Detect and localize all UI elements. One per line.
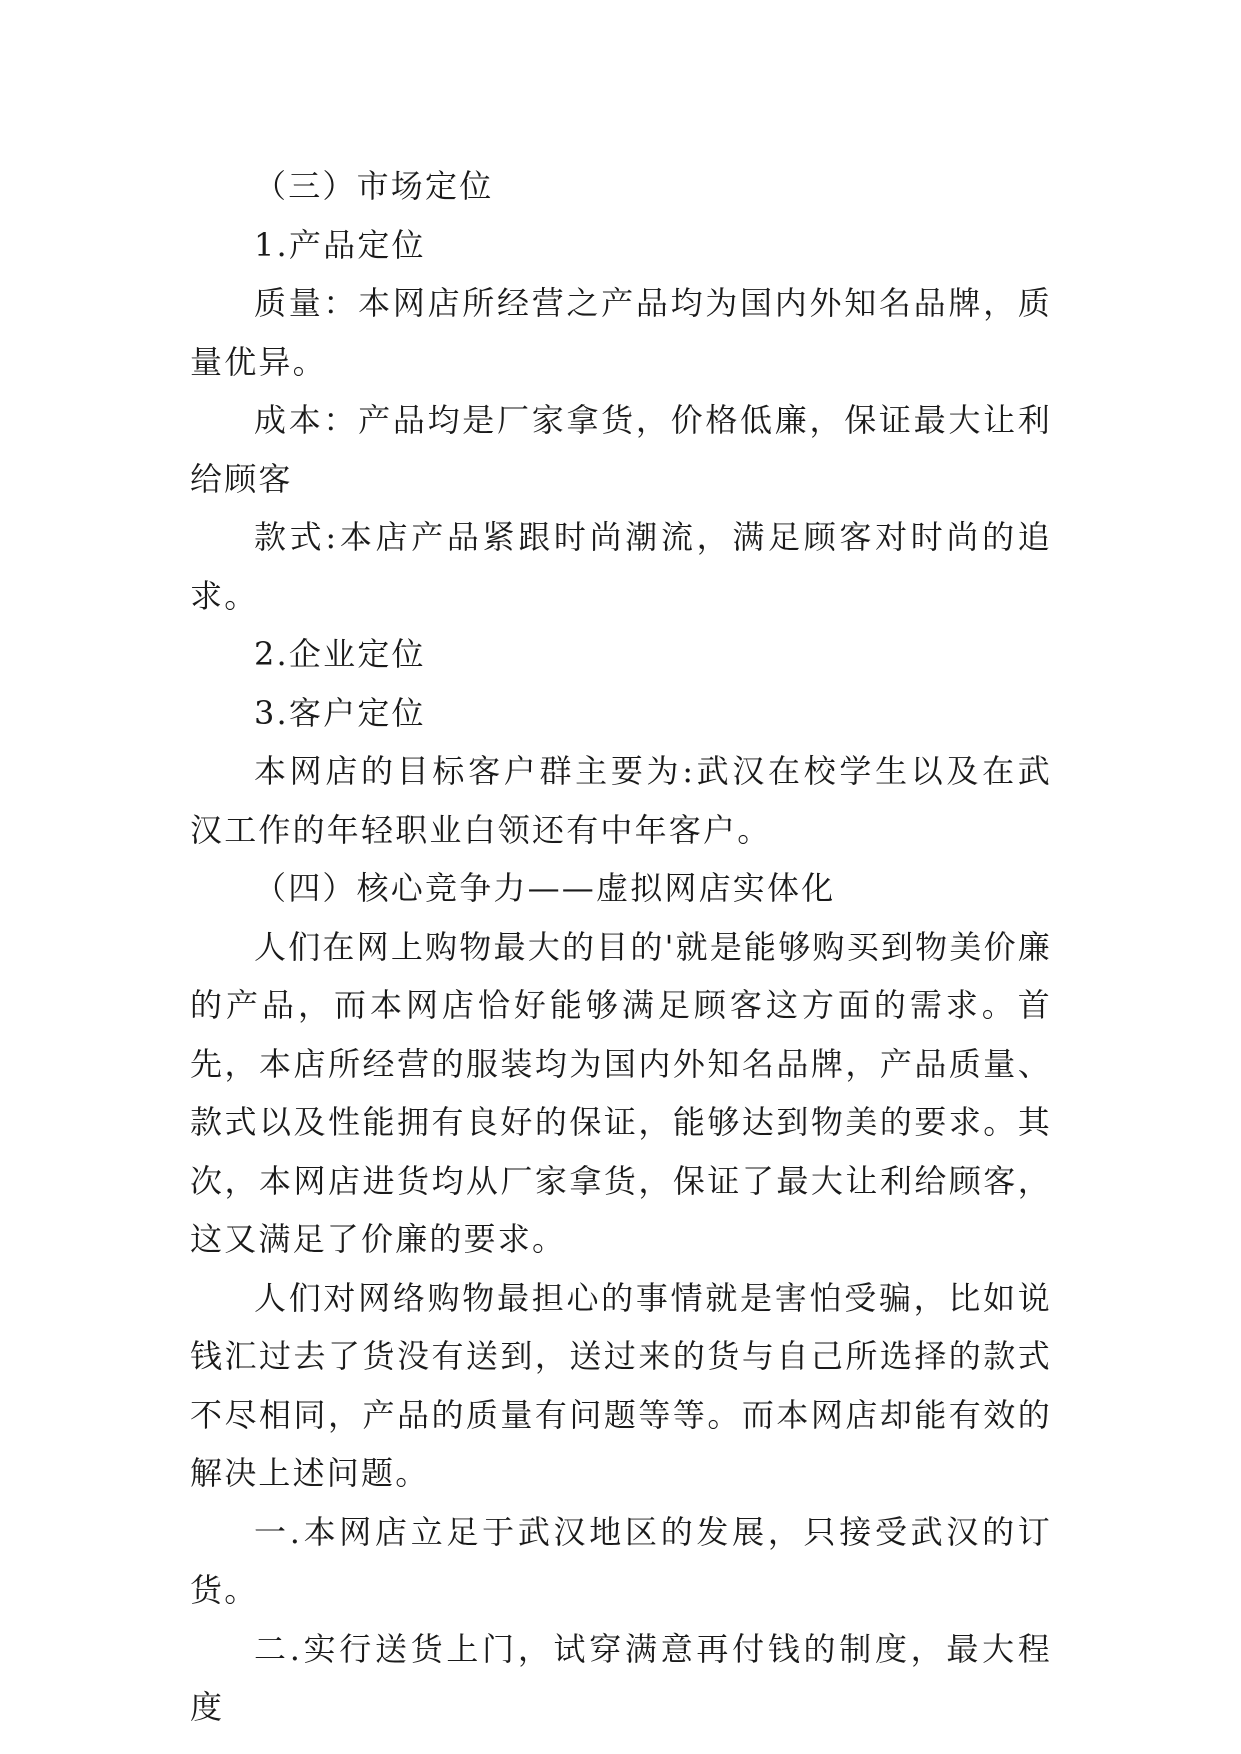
section-heading-core-competitiveness: （四）核心竞争力——虚拟网店实体化 bbox=[254, 869, 836, 907]
paragraph-shopping-purpose: 人们在网上购物最大的目的'就是能够购买到物美价廉的产品，而本网店恰好能够满足顾客这方面的需求。首先，本店所经营的服装均为国内外知名品牌，产品质量、款式以及性能拥有良好的保证，能够达到物美的要求。其次，本网店进货均从厂家拿货，保证了最大让利给顾客，这又满足了价廉的要求。 bbox=[190, 927, 1052, 1258]
section-heading-market-positioning: （三）市场定位 bbox=[254, 167, 494, 205]
paragraph-quality: 质量：本网店所经营之产品均为国内外知名品牌，质量优异。 bbox=[190, 284, 1052, 381]
subheading-customer-positioning: 3.客户定位 bbox=[254, 693, 426, 732]
document-body bbox=[190, 157, 1052, 1737]
list-item-one: 一.本网店立足于武汉地区的发展，只接受武汉的订货。 bbox=[190, 1512, 1052, 1609]
paragraph-style: 款式:本店产品紧跟时尚潮流，满足顾客对时尚的追求。 bbox=[190, 518, 1052, 615]
paragraph-shopping-concerns: 人们对网络购物最担心的事情就是害怕受骗，比如说钱汇过去了货没有送到，送过来的货与自己所选择的款式不尽相同，产品的质量有问题等等。而本网店却能有效的解决上述问题。 bbox=[190, 1278, 1052, 1492]
paragraph-target-customers: 本网店的目标客户群主要为:武汉在校学生以及在武汉工作的年轻职业白领还有中年客户。 bbox=[190, 752, 1052, 849]
list-item-two: 二.实行送货上门，试穿满意再付钱的制度，最大程度 bbox=[190, 1629, 1052, 1726]
paragraph-cost: 成本：产品均是厂家拿货，价格低廉，保证最大让利给顾客 bbox=[190, 401, 1052, 498]
subheading-product-positioning: 1.产品定位 bbox=[254, 225, 426, 264]
subheading-enterprise-positioning: 2.企业定位 bbox=[254, 635, 426, 673]
